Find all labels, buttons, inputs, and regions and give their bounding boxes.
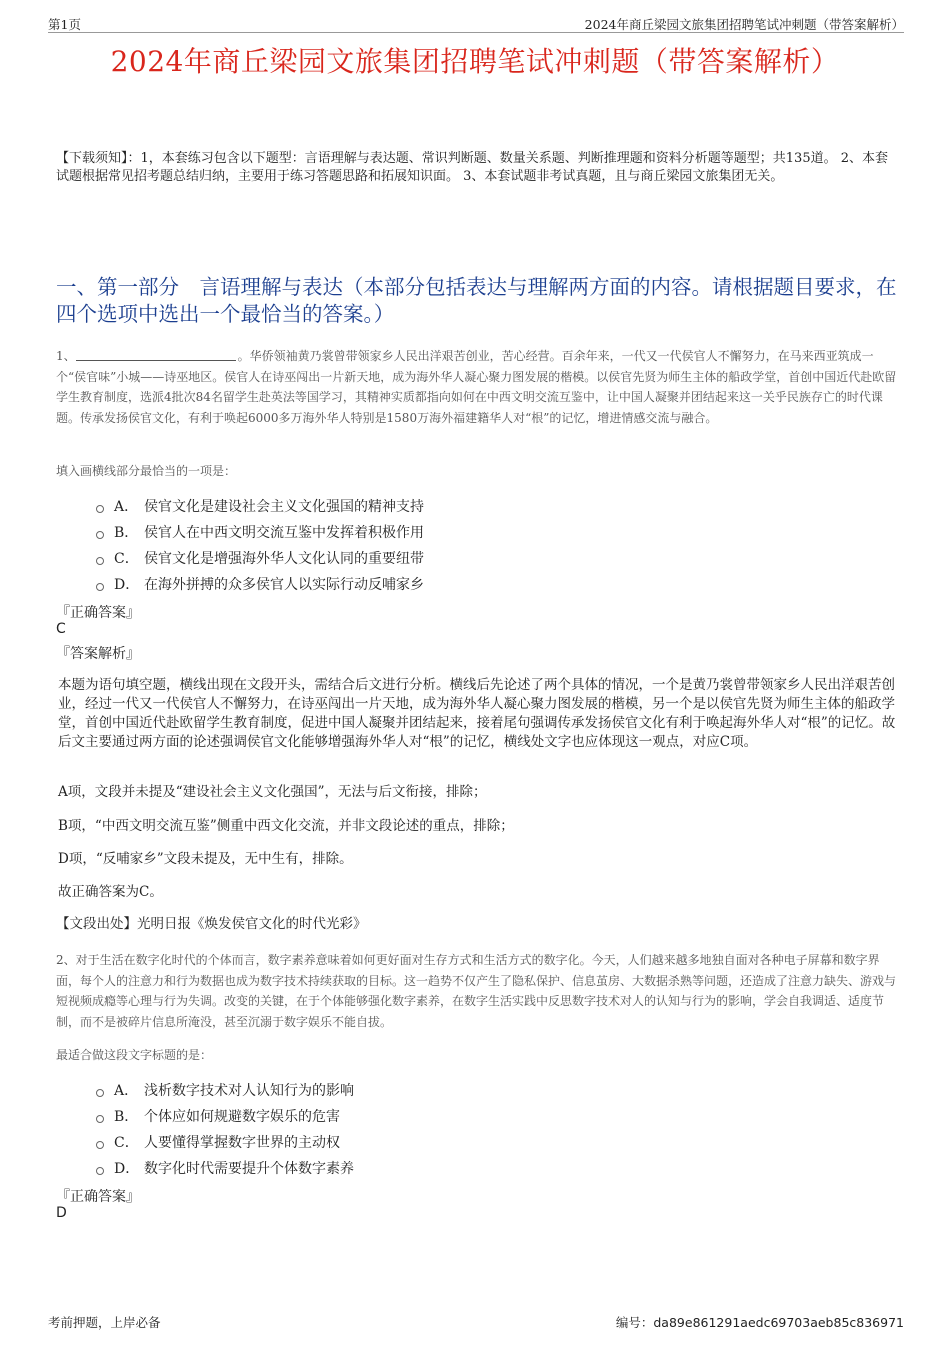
option-text: 在海外拼搏的众多侯官人以实际行动反哺家乡 (144, 577, 424, 593)
radio-button-icon[interactable] (96, 1115, 104, 1123)
question-1-text (56, 346, 900, 428)
question-1-answer-label: 『正确答案』 (56, 605, 140, 621)
option-a[interactable] (96, 1077, 354, 1103)
option-a[interactable] (96, 493, 424, 519)
option-b[interactable] (96, 519, 424, 545)
download-notice: 【下载须知】：1，本套练习包含以下题型：言语理解与表达题、常识判断题、数量关系题、判断推理题和资料分析题等题型；共135道。 2、本套试题根据常见招考题总结归纳，主要用于练习答题思路和拓展知识面。 3、本套试题非考试真题，且与商丘梁园文旅集团无关。 (56, 151, 888, 184)
question-2-number: 2、 (56, 953, 76, 967)
option-letter: B． (114, 1109, 139, 1125)
option-text: 侯官文化是增强海外华人文化认同的重要纽带 (144, 551, 424, 567)
section-heading: 一、第一部分 言语理解与表达（本部分包括表达与理解两方面的内容。请根据题目要求，在四个选项中选出一个最恰当的答案。） (56, 275, 897, 326)
option-letter: D． (114, 577, 140, 593)
question-1-options (96, 493, 424, 597)
question-1-prompt: 填入画横线部分最恰当的一项是： (56, 464, 237, 478)
question-1-analysis-label: 『答案解析』 (56, 646, 140, 662)
question-2-answer: D (56, 1205, 67, 1221)
question-1-answer: C (56, 621, 66, 637)
option-text: 人要懂得掌握数字世界的主动权 (144, 1135, 340, 1151)
radio-button-icon[interactable] (96, 531, 104, 539)
header-doc-title: 2024年商丘梁园文旅集团招聘笔试冲刺题（带答案解析） (584, 17, 904, 32)
fill-blank-line (76, 348, 236, 361)
option-text: 个体应如何规避数字娱乐的危害 (144, 1109, 340, 1125)
analysis-option-d: D项，“反哺家乡”文段未提及，无中生有，排除。 (58, 851, 353, 867)
page-number: 第1页 (48, 17, 81, 32)
radio-button-icon[interactable] (96, 505, 104, 513)
document-title: 2024年商丘梁园文旅集团招聘笔试冲刺题（带答案解析） (110, 45, 840, 78)
analysis-conclusion: 故正确答案为C。 (58, 884, 163, 900)
radio-button-icon[interactable] (96, 1141, 104, 1149)
radio-button-icon[interactable] (96, 1167, 104, 1175)
footer-code (616, 1313, 904, 1331)
question-1-source: 【文段出处】光明日报《焕发侯官文化的时代光彩》 (56, 916, 367, 932)
analysis-paragraph: 本题为语句填空题，横线出现在文段开头，需结合后文进行分析。横线后先论述了两个具体的情况，一个是黄乃裳曾带领家乡人民出洋艰苦创业，经过一代又一代侯官人不懈努力，在诗巫闯出一片天地，成为海外华人凝心聚力图发展的楷模，另一个是以侯官先贤为师生主体的船政学堂，首创中国近代赴欧留学生教育制度，促进中国人凝聚并团结起来，接着尾句强调传承发扬侯官文化有利于唤起海外华人对“根”的记忆。故后文主要通过两方面的论述强调侯官文化能够增强海外华人对“根”的记忆，横线处文字也应体现这一观点，对应C项。 (58, 677, 896, 750)
question-2-answer-label: 『正确答案』 (56, 1189, 140, 1205)
option-text: 侯官文化是建设社会主义文化强国的精神支持 (144, 499, 424, 515)
option-text: 数字化时代需要提升个体数字素养 (144, 1161, 354, 1177)
footer-code-value: da89e861291aedc69703aeb85c836971 (653, 1315, 904, 1330)
page-header (48, 12, 904, 33)
option-letter: C． (114, 551, 139, 567)
option-c[interactable] (96, 545, 424, 571)
radio-button-icon[interactable] (96, 583, 104, 591)
footer-slogan: 考前押题，上岸必备 (48, 1315, 161, 1330)
option-letter: C． (114, 1135, 139, 1151)
option-d[interactable] (96, 571, 424, 597)
option-letter: A． (114, 1083, 139, 1099)
question-2-body: 对于生活在数字化时代的个体而言，数字素养意味着如何更好面对生存方式和生活方式的数字化。今天，人们越来越多地独自面对各种电子屏幕和数字界面，每个人的注意力和行为数据也成为数字技术持续获取的目标。这一趋势不仅产生了隐私保护、信息茧房、大数据杀熟等问题，还造成了注意力缺失、游戏与短视频成瘾等心理与行为失调。改变的关键，在于个体能够强化数字素养，在数字生活实践中反思数字技术对人的认知与行为的影响，学会自我调适、适度节制，而不是被碎片信息所淹没，甚至沉溺于数字娱乐不能自拔。 (56, 953, 897, 1029)
option-letter: B． (114, 525, 139, 541)
question-1-body: 。华侨领袖黄乃裳曾带领家乡人民出洋艰苦创业，苦心经营。百余年来，一代又一代侯官人不懈努力，在马来西亚筑成一个“侯官味”小城——诗巫地区。侯官人在诗巫闯出一片新天地，成为海外华人凝心聚力图发展的楷模。以侯官先贤为师生主体的船政学堂，首创中国近代赴欧留学生教育制度，选派4批次84名留学生赴英法等国学习，其精神实质都指向如何在中西文明交流互鉴中，让中国人凝聚并团结起来这一关乎民族存亡的时代课题。传承发扬侯官文化，有利于唤起6000多万海外华人特别是1580万海外福建籍华人对“根”的记忆，增进情感交流与融合。 (56, 349, 897, 425)
option-letter: D． (114, 1161, 140, 1177)
analysis-option-a: A项，文段并未提及“建设社会主义文化强国”，无法与后文衔接，排除； (58, 784, 487, 800)
radio-button-icon[interactable] (96, 557, 104, 565)
option-b[interactable] (96, 1103, 354, 1129)
option-text: 侯官人在中西文明交流互鉴中发挥着积极作用 (144, 525, 424, 541)
option-text: 浅析数字技术对人认知行为的影响 (144, 1083, 354, 1099)
footer-code-label: 编号： (615, 1315, 654, 1330)
radio-button-icon[interactable] (96, 1089, 104, 1097)
question-2-prompt: 最适合做这段文字标题的是： (56, 1048, 213, 1062)
option-d[interactable] (96, 1155, 354, 1181)
analysis-option-b: B项，“中西文明交流互鉴”侧重中西文化交流，并非文段论述的重点，排除； (58, 818, 514, 834)
option-letter: A． (114, 499, 139, 515)
option-c[interactable] (96, 1129, 354, 1155)
question-2-options (96, 1077, 354, 1181)
question-1-number: 1、 (56, 349, 76, 363)
question-2-text (56, 950, 900, 1032)
